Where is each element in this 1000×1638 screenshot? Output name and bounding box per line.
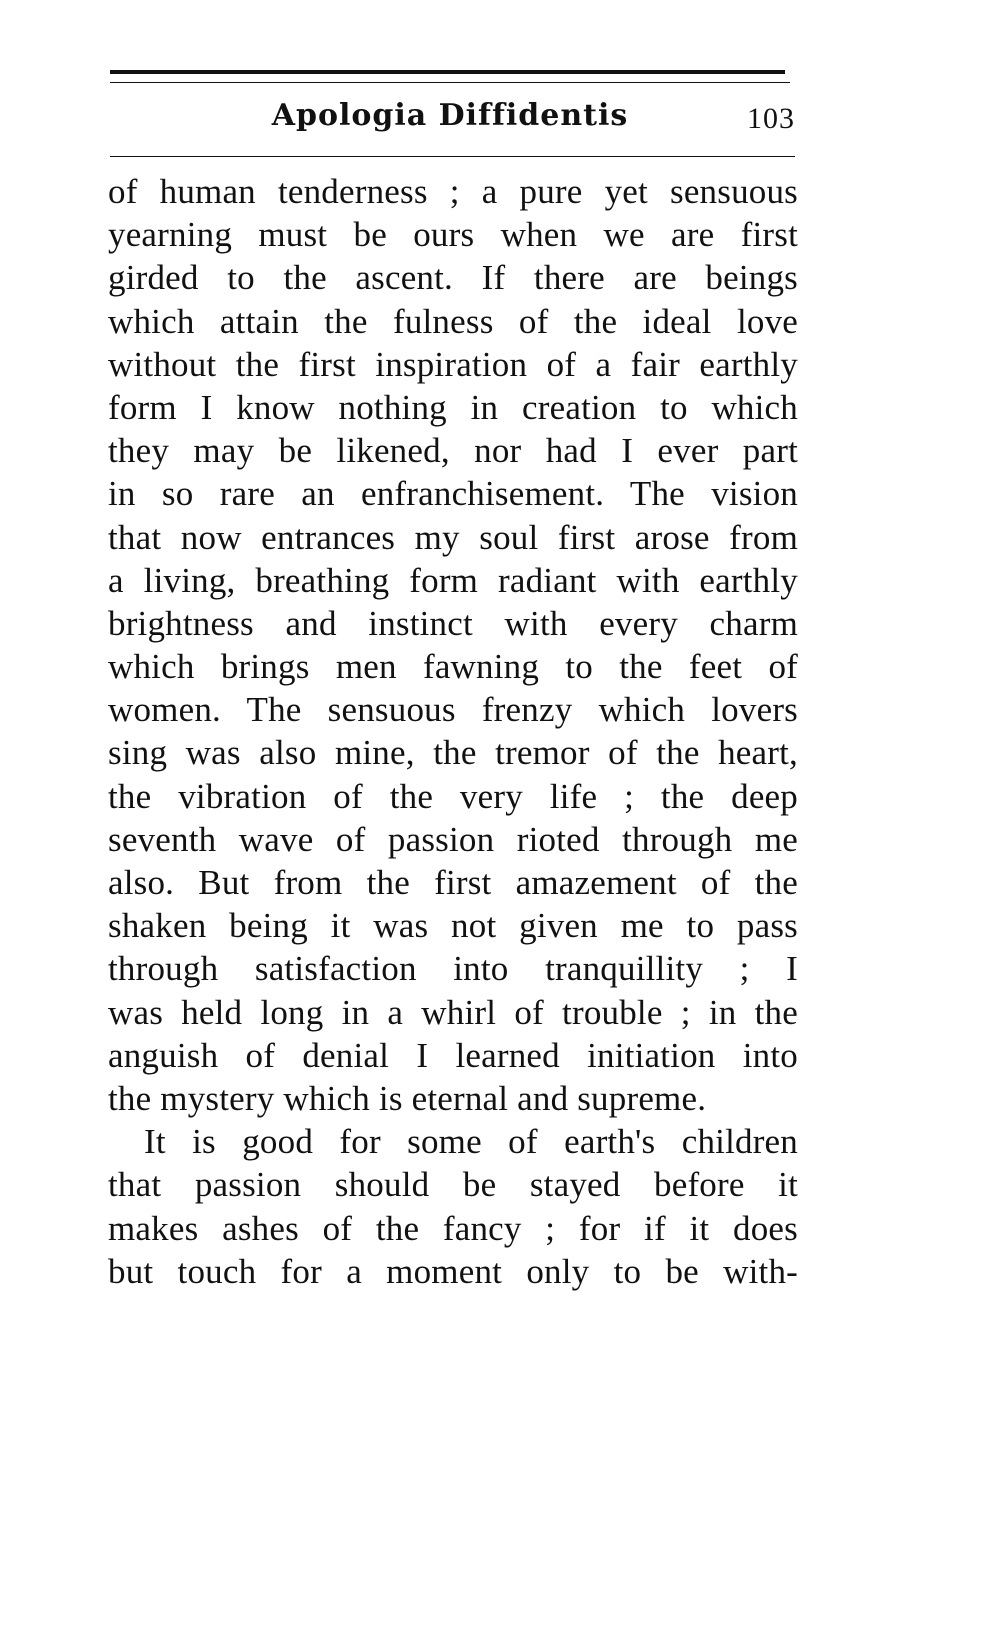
text-line: was held long in a whirl of trouble ; in the [108, 992, 798, 1032]
text-line: also. But from the first amazement of the [108, 863, 798, 902]
header-rule-bottom [110, 156, 795, 157]
text-line: brightness and instinct with every charm [108, 603, 798, 643]
text-line: form I know nothing in creation to which [108, 387, 798, 427]
text-line: women. The sensuous frenzy which lovers [108, 690, 798, 730]
text-line: they may be likened, nor had I ever part [108, 431, 798, 471]
body-text [108, 170, 798, 1293]
page-number: 103 [747, 102, 795, 135]
text-line: girded to the ascent. If there are beings [108, 258, 798, 298]
paragraph-end-line: the mystery which is eternal and supreme. [108, 1078, 707, 1118]
text-line: seventh wave of passion rioted through me [108, 819, 798, 859]
text-line: of human tenderness ; a pure yet sensuous [108, 172, 798, 211]
text-line: which brings men fawning to the feet of [108, 647, 798, 687]
text-line: in so rare an enfranchisement. The vision [108, 474, 798, 514]
header-rule-thin [110, 82, 790, 83]
text-line: without the first inspiration of a fair earthly [108, 344, 798, 384]
text-line: yearning must be ours when we are first [108, 215, 798, 255]
text-line: through satisfaction into tranquillity ; I [108, 949, 798, 989]
text-line: makes ashes of the fancy ; for if it does [108, 1208, 798, 1248]
text-line: sing was also mine, the tremor of the heart, [108, 733, 798, 773]
running-title: Apologia Diffidentis [271, 98, 629, 133]
text-line: shaken being it was not given me to pass [108, 906, 798, 946]
paragraph-start-line: It is good for some of earth's children [144, 1122, 798, 1162]
text-line: a living, breathing form radiant with earthly [108, 560, 798, 600]
text-line: which attain the fulness of the ideal love [108, 301, 798, 341]
header-rule-thick [110, 70, 785, 74]
text-line: that now entrances my soul first arose from [108, 517, 798, 557]
running-head [110, 96, 795, 150]
text-line: the vibration of the very life ; the deep [108, 776, 798, 816]
text-line: anguish of denial I learned initiation into [108, 1035, 798, 1075]
text-line: that passion should be stayed before it [108, 1165, 798, 1205]
text-line: but touch for a moment only to be with- [108, 1251, 798, 1291]
